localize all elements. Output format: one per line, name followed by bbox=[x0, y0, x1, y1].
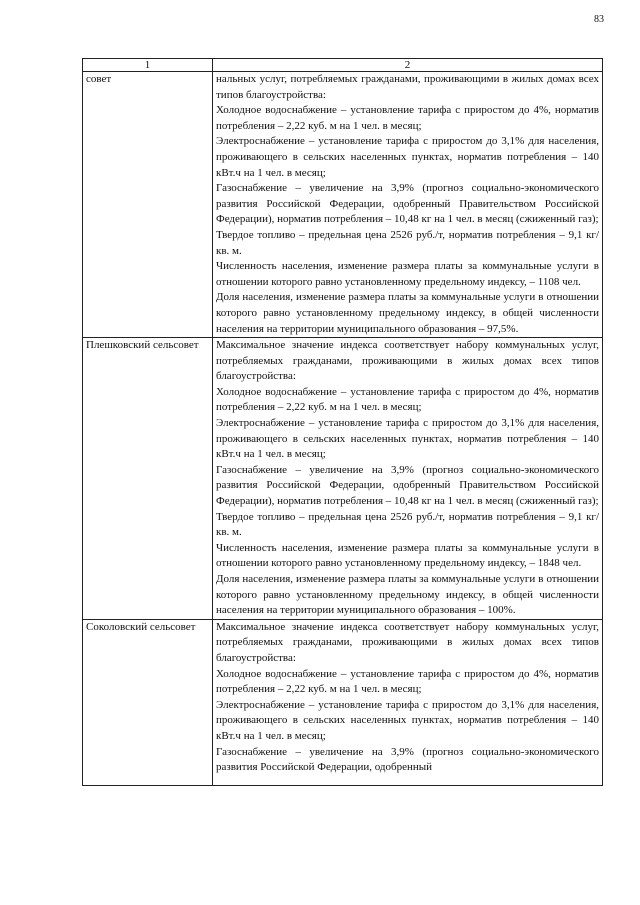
paragraph: Максимальное значение индекса соответствует набору коммунальных услуг, потребляемых гражданами, проживающими в жилых домах всех типов благоустройства: bbox=[216, 620, 599, 664]
paragraph: Максимальное значение индекса соответствует набору коммунальных услуг, потребляемых гражданами, проживающими в жилых домах всех типов благоустройства: bbox=[216, 339, 599, 383]
table-row bbox=[83, 619, 603, 785]
paragraph: Холодное водоснабжение – установление тарифа с приростом до 4%, норматив потребления – 2,22 куб. м на 1 чел. в месяц; bbox=[216, 104, 599, 132]
paragraph: Численность населения, изменение размера платы за коммунальные услуги в отношении которого равно установленному предельному индексу, – 1848 чел. bbox=[216, 541, 599, 570]
paragraph: Газоснабжение – увеличение на 3,9% (прогноз социально-экономического развития Российской Федерации, одобренный bbox=[216, 745, 599, 774]
paragraph: Твердое топливо – предельная цена 2526 руб./т, норматив потребления – 9,1 кг/кв. м. bbox=[216, 510, 599, 539]
paragraph: Электроснабжение – установление тарифа с приростом до 3,1% для населения, проживающего в сельских населенных пунктах, норматив потребления – 140 кВт.ч на 1 чел. в месяц; bbox=[216, 417, 599, 461]
paragraph: Электроснабжение – установление тарифа с приростом до 3,1% для населения, проживающего в сельских населенных пунктах, норматив потребления – 140 кВт.ч на 1 чел. в месяц; bbox=[216, 698, 599, 742]
municipality-cell: Соколовский сельсовет bbox=[83, 619, 213, 785]
municipality-cell: совет bbox=[83, 72, 213, 338]
paragraph: Численность населения, изменение размера платы за коммунальные услуги в отношении которого равно установленному предельному индексу, – 1108 чел. bbox=[216, 260, 599, 288]
table-row bbox=[83, 72, 603, 338]
table-header-row bbox=[83, 59, 603, 72]
indicator-cell bbox=[213, 72, 603, 338]
indicator-cell bbox=[213, 619, 603, 785]
paragraph: Доля населения, изменение размера платы за коммунальные услуги в отношении которого равно установленному предельному индексу, в общей численности населения на территории муниципального образования – 97,5%. bbox=[216, 291, 599, 335]
paragraph: Холодное водоснабжение – установление тарифа с приростом до 4%, норматив потребления – 2,22 куб. м на 1 чел. в месяц; bbox=[216, 385, 599, 414]
paragraph: Доля населения, изменение размера платы за коммунальные услуги в отношении которого равно установленному предельному индексу, в общей численности населения на территории муниципального образования – 100%. bbox=[216, 573, 599, 617]
paragraph: Твердое топливо – предельная цена 2526 руб./т, норматив потребления – 9,1 кг/кв. м. bbox=[216, 228, 599, 257]
table-row bbox=[83, 338, 603, 620]
tariff-table bbox=[82, 58, 603, 786]
page-number: 83 bbox=[594, 14, 604, 25]
paragraph: Газоснабжение – увеличение на 3,9% (прогноз социально-экономического развития Российской Федерации, одобренный Правительством Российской Федерации), норматив потребления – 10,48 кг на 1 чел. в месяц (сжиженный газ); bbox=[216, 182, 599, 226]
indicator-cell bbox=[213, 338, 603, 620]
paragraph: нальных услуг, потребляемых гражданами, проживающими в жилых домах всех типов благоустройства: bbox=[216, 73, 599, 101]
municipality-cell: Плешковский сельсовет bbox=[83, 338, 213, 620]
paragraph: Газоснабжение – увеличение на 3,9% (прогноз социально-экономического развития Российской Федерации, одобренный Правительством Российской Федерации), норматив потребления – 10,48 кг на 1 чел. в месяц (сжиженный газ); bbox=[216, 463, 599, 508]
column-header: 1 bbox=[83, 59, 213, 72]
column-header: 2 bbox=[213, 59, 603, 72]
paragraph: Электроснабжение – установление тарифа с приростом до 3,1% для населения, проживающего в сельских населенных пунктах, норматив потребления – 140 кВт.ч на 1 чел. в месяц; bbox=[216, 135, 599, 179]
paragraph: Холодное водоснабжение – установление тарифа с приростом до 4%, норматив потребления – 2,22 куб. м на 1 чел. в месяц; bbox=[216, 667, 599, 696]
